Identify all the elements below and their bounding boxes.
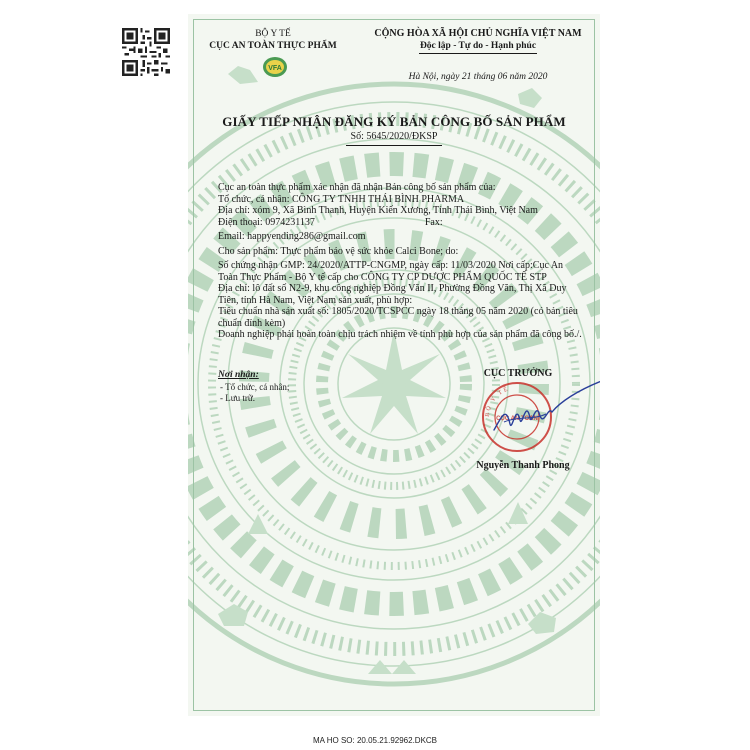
recipients-list (220, 382, 289, 404)
motto-underline (419, 53, 537, 54)
recipient-item: - Tổ chức, cá nhân; (220, 382, 290, 392)
svg-text:CỤC AN TOÀN: CỤC AN TOÀN (496, 416, 538, 422)
signer-position: CỤC TRƯỞNG (483, 368, 553, 379)
registration-underline (346, 145, 442, 146)
manufacturer-line-1: Địa chỉ: lô đất số N2-9, khu công nghiệp Đồng Văn II, Phường Đồng Văn, Thị Xã Duy (218, 283, 567, 294)
registration-number: Số: 5645/2020/ĐKSP (350, 131, 438, 142)
manufacturer-line-2: Tiên, tỉnh Hà Nam, Việt Nam sản xuất, phù hợp: (218, 294, 413, 306)
address-line: Địa chỉ: xóm 9, Xã Bình Thanh, Huyện Kiến Xương, Tỉnh Thái Bình, Việt Nam (218, 205, 538, 216)
handwritten-signature (488, 376, 600, 446)
email-line: Email: happyending286@gmail.com (218, 231, 366, 242)
certificate-body (218, 182, 582, 341)
phone-fax-line (218, 217, 578, 229)
gmp-line-1: Số chứng nhận GMP: 24/2020/ATTP-CNGMP, ngày cấp: 11/03/2020 Nơi cấp:Cục An (218, 260, 564, 271)
recipient-item: - Lưu trữ. (220, 393, 255, 403)
nation-name: CỘNG HÒA XÃ HỘI CHỦ NGHĨA VIỆT NAM (374, 28, 582, 39)
svg-text:BỘ Y TẾ: BỘ Y TẾ (484, 386, 511, 418)
phone-text: Điện thoại: 0974231137 (218, 216, 315, 228)
fax-text: Fax: (424, 216, 443, 228)
responsibility-line: Doanh nghiệp phải hoàn toàn chịu trách nhiệm về tính phù hợp của sản phẩm đã công bố./. (218, 329, 582, 340)
svg-text:VFA: VFA (268, 65, 282, 72)
document-title: GIẤY TIẾP NHẬN ĐĂNG KÝ BẢN CÔNG BỐ SẢN PHẨM (222, 114, 566, 129)
vfa-logo (262, 56, 288, 78)
place-date: Hà Nội, ngày 21 tháng 06 năm 2020 (408, 72, 548, 82)
organization-line: Tổ chức, cá nhân: CÔNG TY TNHH THÁI BÌNH PHARMA (218, 193, 465, 205)
dossier-code: MA HO SO: 20.05.21.92962.DKCB (312, 736, 438, 745)
recipients-title: Nơi nhận: (218, 370, 259, 380)
national-motto: Độc lập - Tự do - Hạnh phúc (419, 41, 537, 51)
ministry-name: BỘ Y TẾ (255, 29, 291, 39)
gmp-line-2: Toàn Thực Phẩm - Bộ Y tế cấp cho CÔNG TY CP DƯỢC PHẨM QUỐC TẾ STP (218, 271, 547, 283)
department-name: CỤC AN TOÀN THỰC PHẨM (209, 41, 337, 51)
intro-line: Cục an toàn thực phẩm xác nhận đã nhận Bản công bố sản phẩm của: (218, 182, 496, 193)
certificate-sheet (188, 14, 600, 716)
qr-code (122, 28, 170, 76)
national-header (358, 28, 598, 54)
issuer-header (198, 28, 348, 52)
standard-line-2: chuẩn đính kèm) (218, 317, 286, 329)
signer-name: Nguyễn Thanh Phong (476, 460, 570, 471)
product-line: Cho sản phẩm: Thực phẩm bảo vệ sức khỏe Calci Bone; do: (218, 245, 459, 257)
standard-line-1: Tiêu chuẩn nhà sản xuất số: 1805/2020/TCSPCC ngày 18 tháng 05 năm 2020 (có bản tiêu (218, 306, 578, 317)
